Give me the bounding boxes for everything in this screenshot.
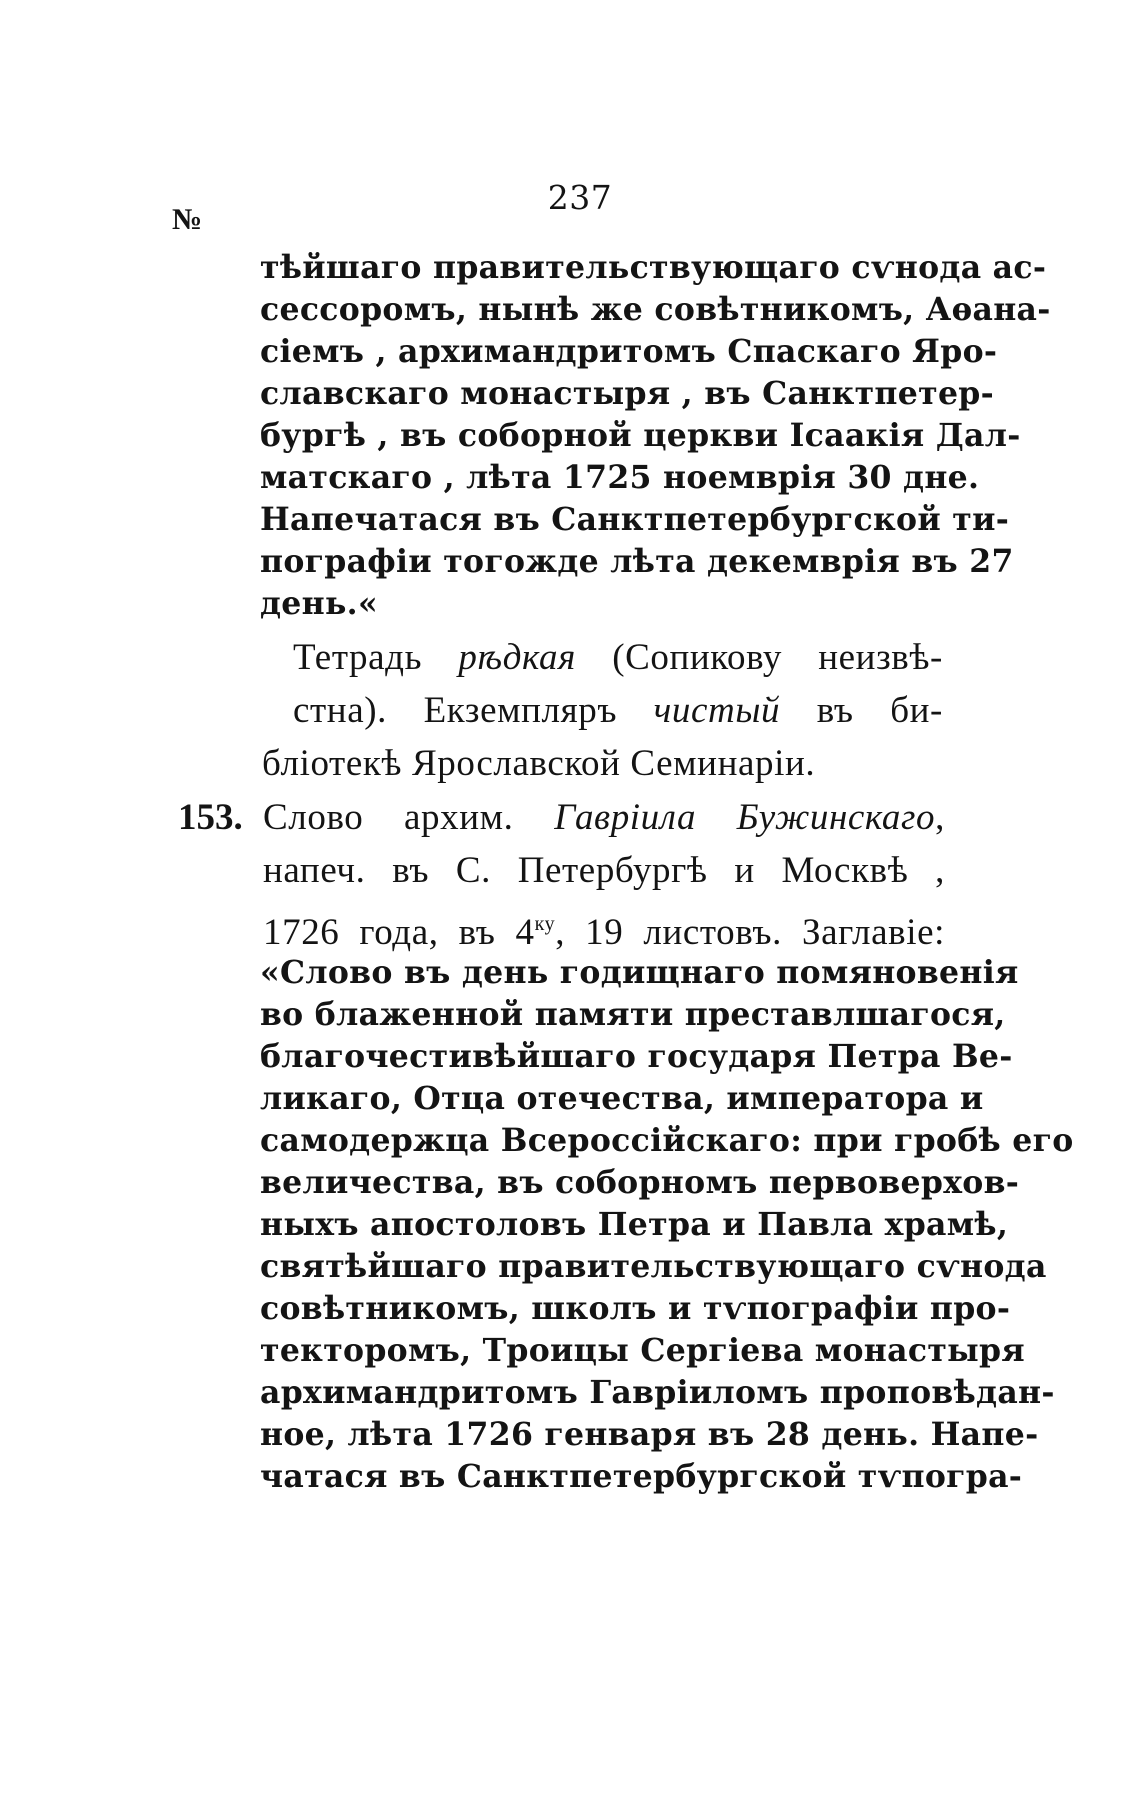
- title-quote-line: текторомъ, Троицы Сергіева монастыря: [260, 1332, 1025, 1369]
- title-quote-line: ное, лѣта 1726 генваря въ 28 день. Напе-: [260, 1416, 1039, 1453]
- title-quote-line: чатася въ Санктпетербургской тѵпогра-: [260, 1458, 1023, 1495]
- margin-number-sign: №: [172, 203, 203, 236]
- entry-line: напеч. въ С. Петербургѣ и Москвѣ ,: [263, 850, 945, 891]
- top-quote-line: матскаго , лѣта 1725 ноемврія 30 дне.: [260, 459, 980, 496]
- page-number: 237: [547, 178, 613, 217]
- title-quote-line: во блаженной памяти преставлшагося,: [260, 996, 1006, 1033]
- title-quote-line: ликаго, Отца отечества, императора и: [260, 1080, 984, 1117]
- title-quote-line: ныхъ апостоловъ Петра и Павла храмѣ,: [260, 1206, 1009, 1243]
- top-quote-line: славскаго монастыря , въ Санктпетер-: [260, 375, 994, 412]
- note-line: Тетрадь рѣдкая (Сопикову неизвѣ-: [293, 637, 943, 678]
- top-quote-line: тѣйшаго правительствующаго сѵнода ас-: [260, 249, 1047, 286]
- title-quote-line: совѣтникомъ, школъ и тѵпографіи про-: [260, 1290, 1011, 1327]
- title-quote-line: самодержца Всероссійскаго: при гробѣ его: [260, 1122, 1074, 1159]
- top-quote-line: пографіи тогожде лѣта декемврія въ 27: [260, 543, 1014, 580]
- title-quote-line: благочестивѣйшаго государя Петра Ве-: [260, 1038, 1013, 1075]
- top-quote-line: сіемъ , архимандритомъ Спаскаго Яро-: [260, 333, 998, 370]
- entry-number: 153.: [178, 797, 243, 838]
- note-line: бліотекѣ Ярославской Семинаріи.: [262, 743, 816, 784]
- title-quote-line: «Слово въ день годищнаго помяновенія: [260, 954, 1019, 991]
- title-quote-line: архимандритомъ Гавріиломъ проповѣдан-: [260, 1374, 1055, 1411]
- top-quote-line: бургѣ , въ соборной церкви Ісаакія Дал-: [260, 417, 1021, 454]
- note-line: стна). Екземпляръ чистый въ би-: [293, 690, 943, 731]
- top-quote-line: день.«: [260, 585, 378, 622]
- entry-line: Слово архим. Гавріила Бужинскаго,: [263, 797, 945, 838]
- title-quote-line: величества, въ соборномъ первоверхов-: [260, 1164, 1020, 1201]
- top-quote-line: Напечатася въ Санктпетербургской ти-: [260, 501, 1010, 538]
- title-quote-line: святѣйшаго правительствующаго сѵнода: [260, 1248, 1047, 1285]
- entry-line: 1726 года, въ $4^{ку}$, 19 листовъ. Заглавіе:: [263, 912, 945, 953]
- top-quote-line: сессоромъ, нынѣ же совѣтникомъ, Аѳана-: [260, 291, 1051, 328]
